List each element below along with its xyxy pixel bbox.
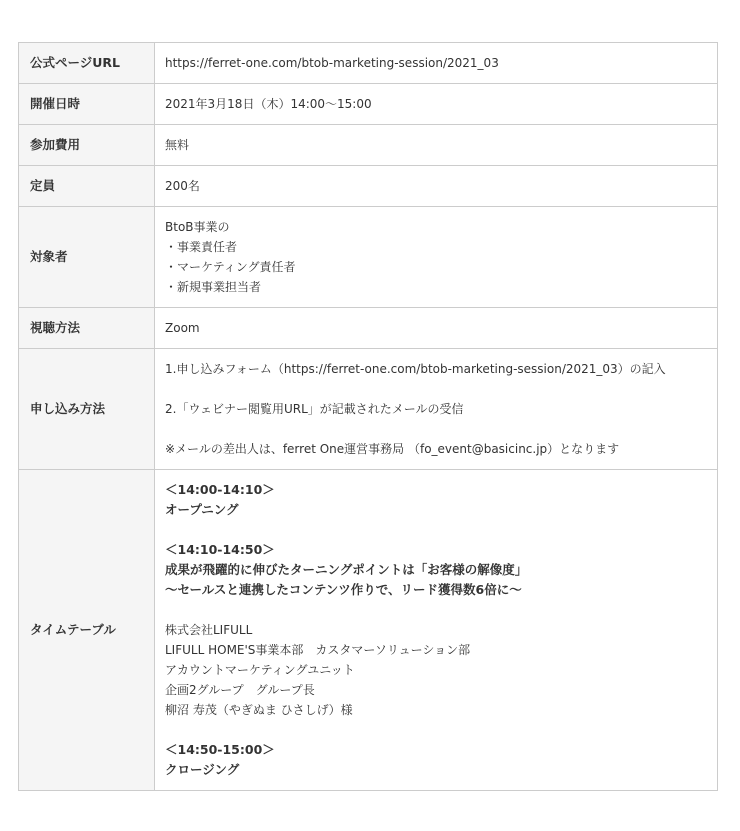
table-row	[19, 308, 718, 349]
timetable-value	[155, 470, 718, 791]
application-note: ※メールの差出人は、ferret One運営事務局 （fo_event@basicinc.jp）となります	[165, 442, 620, 456]
session-time: ＜14:50-15:00＞	[165, 742, 275, 757]
table-row	[19, 84, 718, 125]
table-row	[19, 470, 718, 791]
fee-value: 無料	[155, 125, 718, 166]
capacity-value: 200名	[155, 166, 718, 207]
row-label-target: 対象者	[19, 207, 155, 308]
application-step: 1.申し込みフォーム（https://ferret-one.com/btob-marketing-session/2021_03）の記入	[165, 362, 666, 376]
speaker-line: アカウントマーケティングユニット	[165, 663, 355, 677]
target-line: ・新規事業担当者	[165, 280, 262, 294]
session-title: オープニング	[165, 502, 239, 517]
row-label-datetime: 開催日時	[19, 84, 155, 125]
speaker-line: 柳沼 寿茂（やぎぬま ひさしげ）様	[165, 703, 353, 717]
application-step: 2.「ウェビナー閲覧用URL」が記載されたメールの受信	[165, 402, 464, 416]
row-label-fee: 参加費用	[19, 125, 155, 166]
official-url-link[interactable]: https://ferret-one.com/btob-marketing-session/2021_03	[155, 43, 718, 84]
spacer	[165, 419, 709, 439]
session-title: 成果が飛躍的に伸びたターニングポイントは「お客様の解像度」	[165, 562, 528, 577]
session-title: クロージング	[165, 762, 240, 777]
speaker-line: 企画2グループ グループ長	[165, 683, 315, 697]
table-row	[19, 43, 718, 84]
spacer	[165, 720, 709, 740]
speaker-line: LIFULL HOME'S事業本部 カスタマーソリューション部	[165, 643, 471, 657]
viewing-value: Zoom	[155, 308, 718, 349]
target-line: BtoB事業の	[165, 220, 230, 234]
session-time: ＜14:00-14:10＞	[165, 482, 275, 497]
spacer	[165, 379, 709, 399]
row-label-capacity: 定員	[19, 166, 155, 207]
datetime-value: 2021年3月18日（木）14:00〜15:00	[155, 84, 718, 125]
event-info-table	[18, 42, 718, 791]
row-label-viewing: 視聴方法	[19, 308, 155, 349]
table-row	[19, 125, 718, 166]
table-row	[19, 349, 718, 470]
spacer	[165, 520, 709, 540]
application-value	[155, 349, 718, 470]
spacer	[165, 600, 709, 620]
table-row	[19, 207, 718, 308]
session-time: ＜14:10-14:50＞	[165, 542, 275, 557]
session-subtitle: 〜セールスと連携したコンテンツ作りで、リード獲得数6倍に〜	[165, 582, 522, 597]
row-label-application: 申し込み方法	[19, 349, 155, 470]
target-line: ・マーケティング責任者	[165, 260, 296, 274]
speaker-line: 株式会社LIFULL	[165, 623, 253, 637]
target-line: ・事業責任者	[165, 240, 238, 254]
table-row	[19, 166, 718, 207]
row-label-official-url: 公式ページURL	[19, 43, 155, 84]
row-label-timetable: タイムテーブル	[19, 470, 155, 791]
target-value	[155, 207, 718, 308]
